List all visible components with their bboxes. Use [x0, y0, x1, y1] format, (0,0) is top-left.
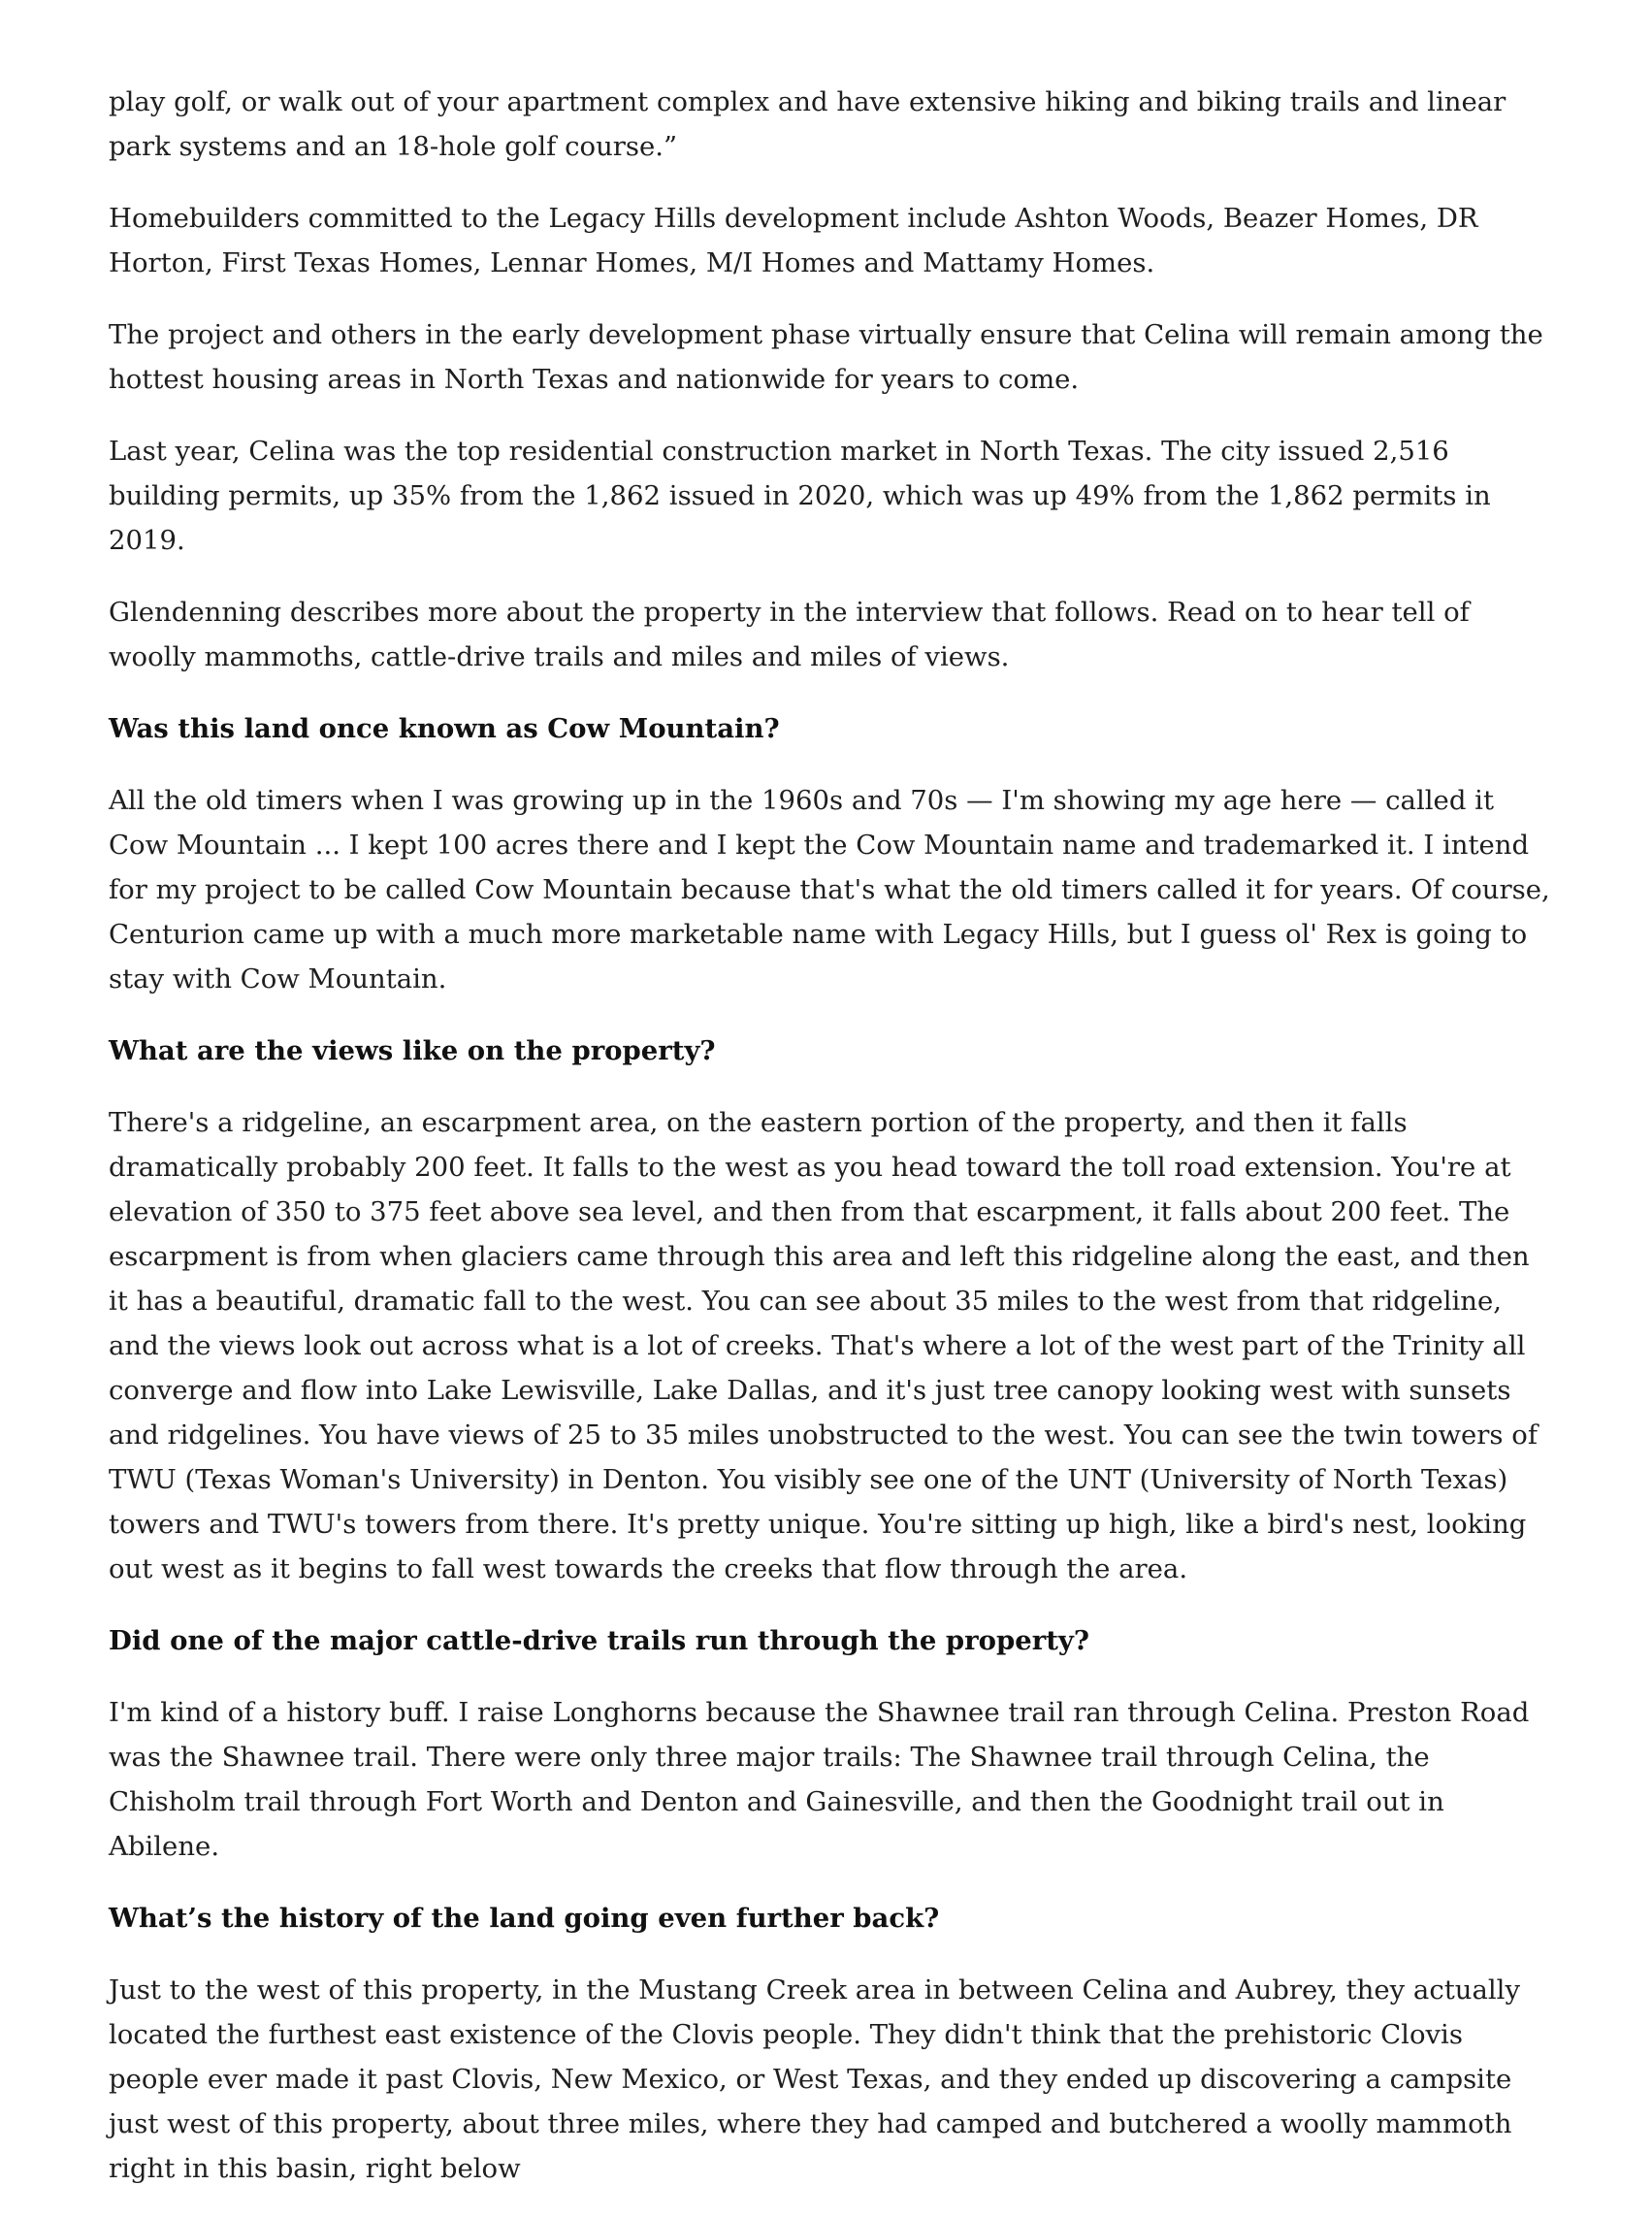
interview-question: What’s the history of the land going even further back? — [109, 1903, 940, 1934]
paragraph: Glendenning describes more about the property in the interview that follows. Read on to hear tell of woolly mammoths, cattle-drive trails and miles and miles of views. — [109, 597, 1470, 672]
interview-question: Was this land once known as Cow Mountain? — [109, 713, 780, 744]
interview-answer: All the old timers when I was growing up in the 1960s and 70s — I'm showing my age here — called it Cow Mountain ... I kept 100 acres there and I kept the Cow Mountain name and trademarked it. I intend for my project to be called Cow Mountain because that's what the old timers called it for years. Of course, Centurion came up with a much more marketable name with Legacy Hills, but I guess ol' Rex is going to stay with Cow Mountain. — [109, 785, 1550, 995]
interview-answer: I'm kind of a history buff. I raise Longhorns because the Shawnee trail ran through Celina. Preston Road was the Shawnee trail. There were only three major trails: The Shawnee trail through Celina, the Chisholm trail through Fort Worth and Denton and Gainesville, and then the Goodnight trail out in Abilene. — [109, 1697, 1530, 1862]
paragraph: Homebuilders committed to the Legacy Hills development include Ashton Woods, Beazer Homes, DR Horton, First Texas Homes, Lennar Homes, M/I Homes and Mattamy Homes. — [109, 203, 1478, 278]
paragraph: Last year, Celina was the top residential construction market in North Texas. The city issued 2,516 building permits, up 35% from the 1,862 issued in 2020, which was up 49% from the 1,862 permits in 2019. — [109, 436, 1491, 556]
paragraph: The project and others in the early development phase virtually ensure that Celina will remain among the hottest housing areas in North Texas and nationwide for years to come. — [109, 319, 1543, 395]
interview-answer: There's a ridgeline, an escarpment area, on the eastern portion of the property, and then it falls dramatically probably 200 feet. It falls to the west as you head toward the toll road extension. You're at elevation of 350 to 375 feet above sea level, and then from that escarpment, it falls about 200 feet. The escarpment is from when glaciers came through this area and left this ridgeline along the east, and then it has a beautiful, dramatic fall to the west. You can see about 35 miles to the west from that ridgeline, and the views look out across what is a lot of creeks. That's where a lot of the west part of the Trinity all converge and flow into Lake Lewisville, Lake Dallas, and it's just tree canopy looking west with sunsets and ridgelines. You have views of 25 to 35 miles unobstructed to the west. You can see the twin towers of TWU (Texas Woman's University) in Denton. You visibly see one of the UNT (University of North Texas) towers and TWU's towers from there. It's pretty unique. You're sitting up high, like a bird's nest, looking out west as it begins to fall west towards the creeks that flow through the area. — [109, 1107, 1539, 1584]
paragraph: play golf, or walk out of your apartment complex and have extensive hiking and biking trails and linear park systems and an 18-hole golf course.” — [109, 86, 1506, 162]
interview-answer: Just to the west of this property, in the Mustang Creek area in between Celina and Aubrey, they actually located the furthest east existence of the Clovis people. They didn't think that the prehistoric Clovis people ever made it past Clovis, New Mexico, or West Texas, and they ended up discovering a campsite just west of this property, about three miles, where they had camped and butchered a woolly mammoth right in this basin, right below — [109, 1974, 1521, 2184]
interview-question: What are the views like on the property? — [109, 1035, 716, 1066]
article-body — [109, 80, 1554, 2218]
interview-question: Did one of the major cattle-drive trails run through the property? — [109, 1625, 1089, 1656]
